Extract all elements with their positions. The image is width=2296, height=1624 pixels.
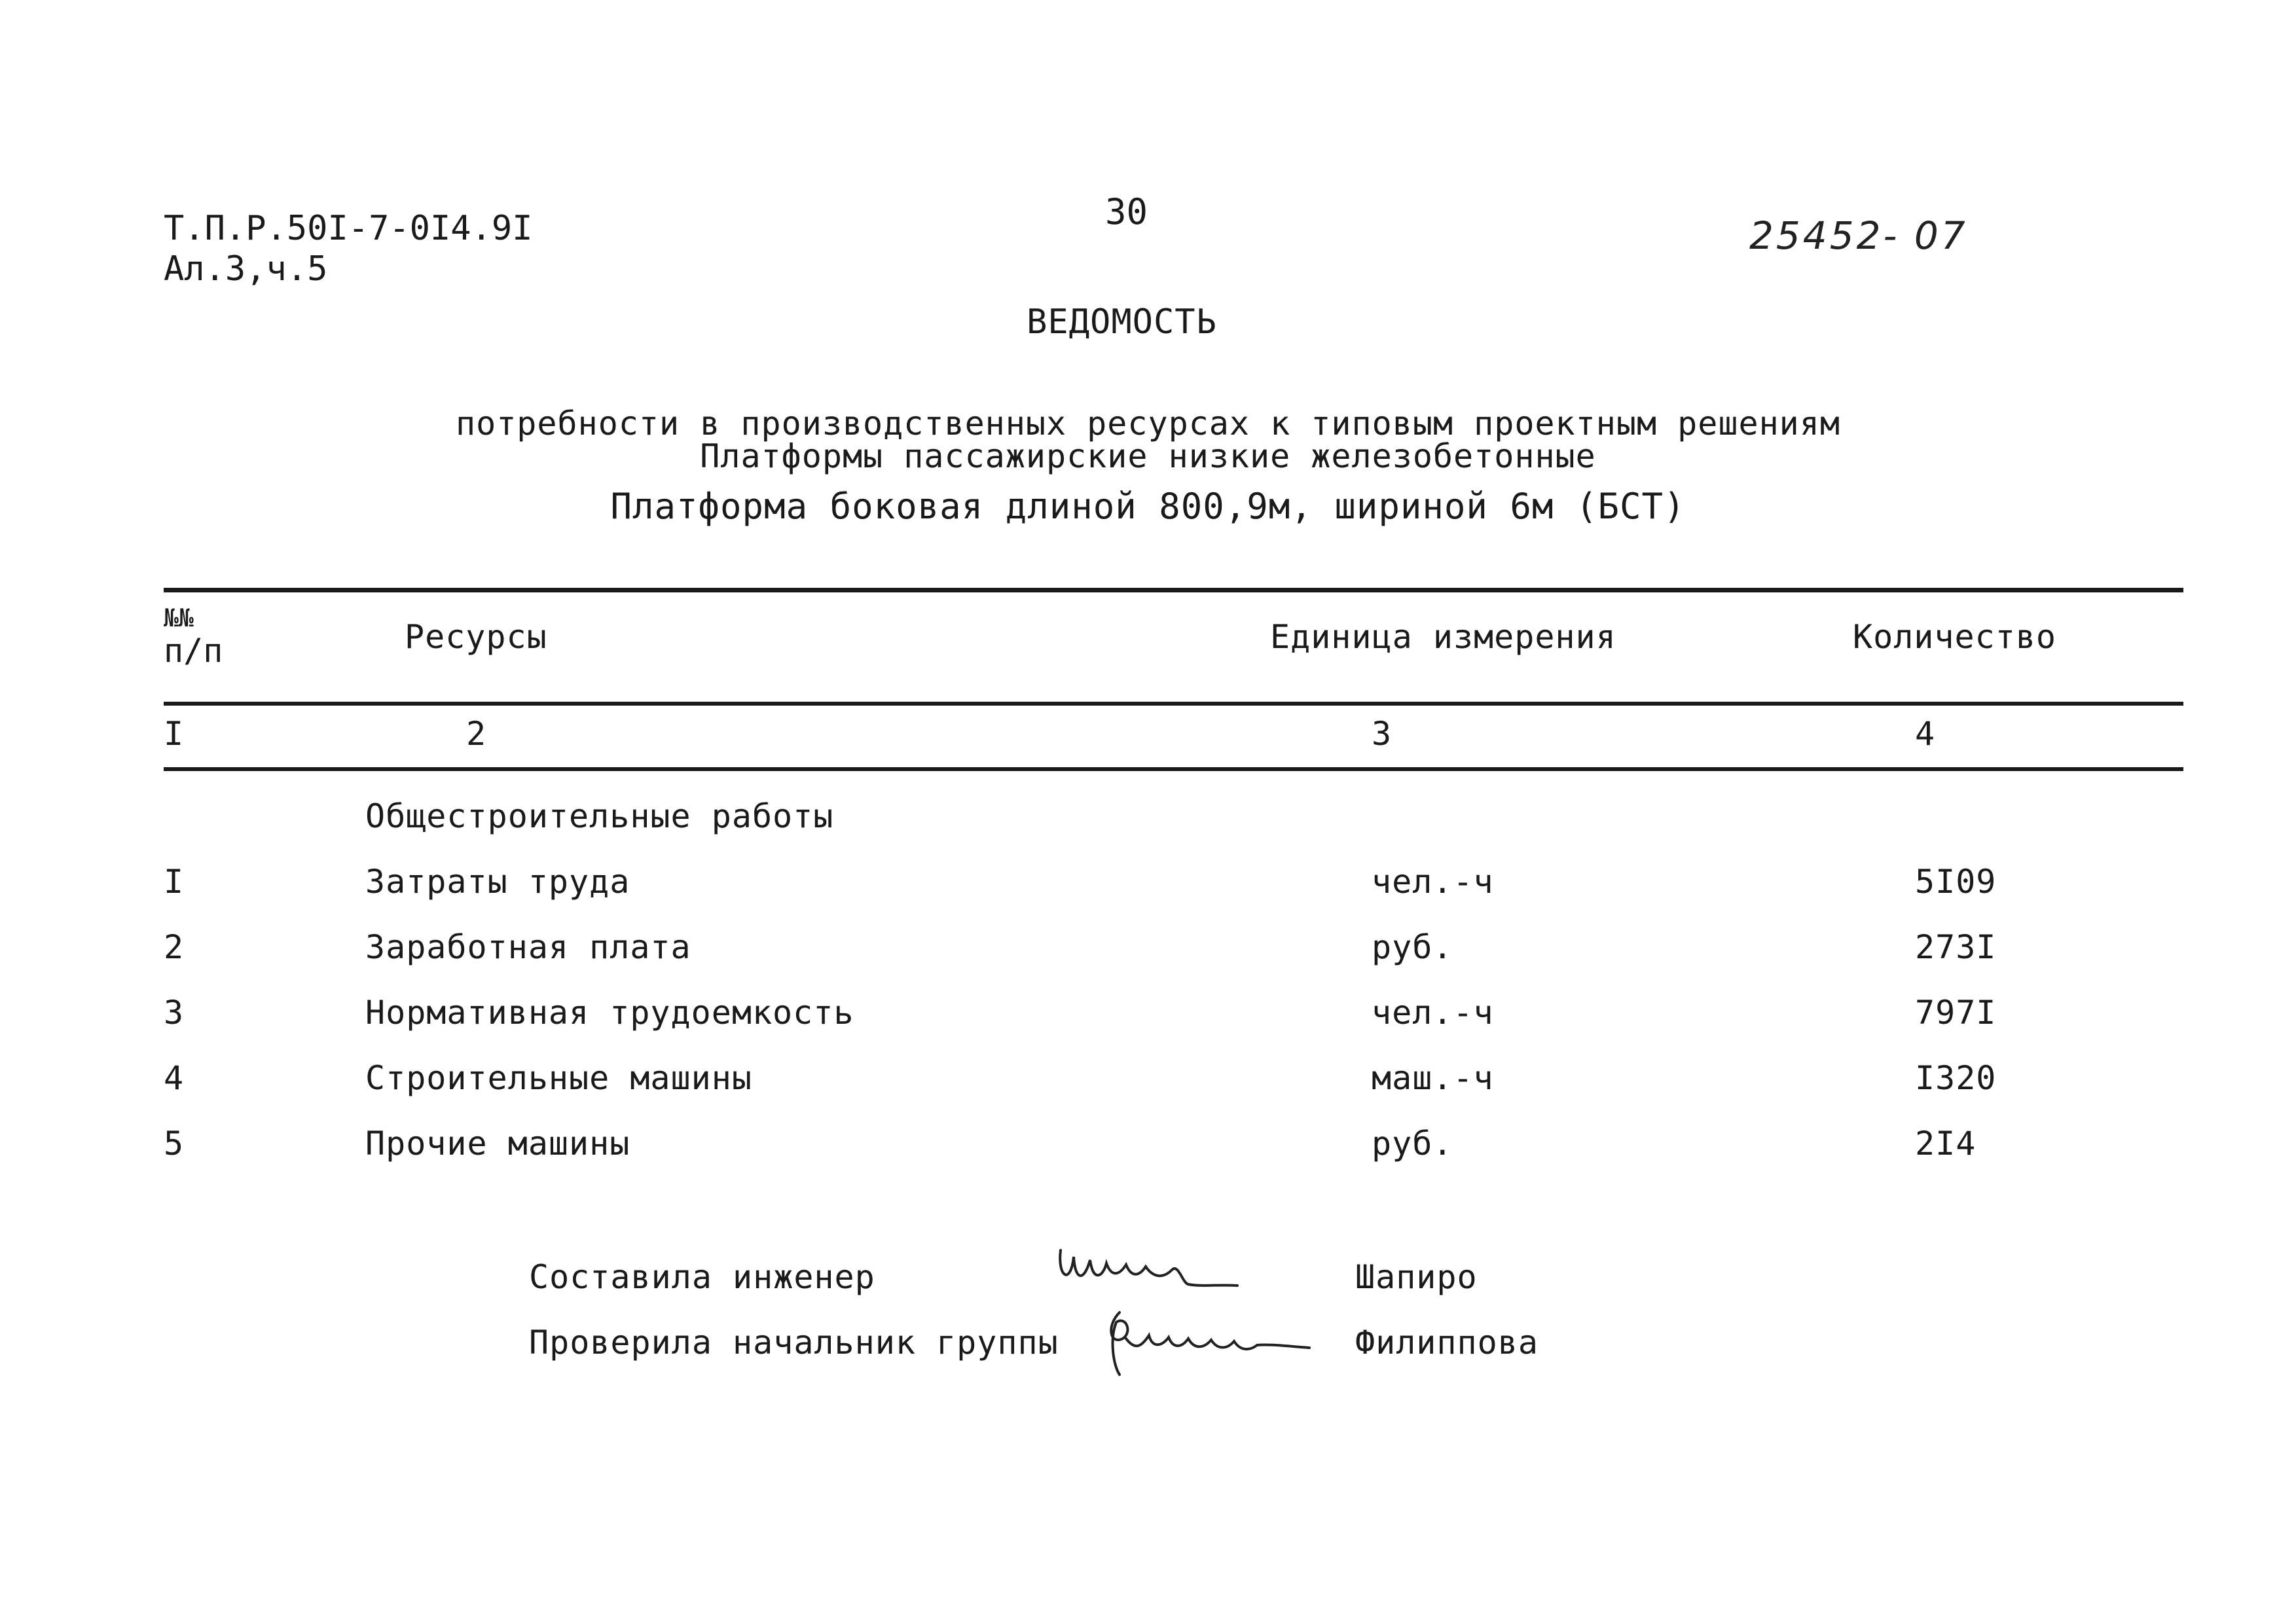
row-number: I xyxy=(164,863,185,901)
subtitle-line1: потребности в производственных ресурсах к типовым проектным решениям xyxy=(456,405,1840,442)
row-quantity: 797I xyxy=(1915,994,1997,1032)
row-quantity: 2I4 xyxy=(1915,1125,1977,1163)
row-resource: Нормативная трудоемкость xyxy=(365,994,854,1032)
row-resource: Затраты труда xyxy=(365,863,630,901)
document-code-line2: Ал.3,ч.5 xyxy=(164,249,328,289)
row-unit: руб. xyxy=(1372,1125,1453,1163)
signature-role-checked: Проверила начальник группы xyxy=(529,1324,1059,1362)
row-resource: Прочие машины xyxy=(365,1125,630,1163)
table-numbers-rule xyxy=(164,767,2183,771)
column-number-2: 2 xyxy=(466,715,487,753)
column-header-num xyxy=(164,604,223,669)
column-header-num-line1: №№ xyxy=(164,604,194,632)
row-quantity: I320 xyxy=(1915,1059,1997,1097)
row-unit: маш.-ч xyxy=(1372,1059,1494,1097)
subtitle-line3: Платформа боковая длиной 800,9м, шириной 6м (БСТ) xyxy=(610,486,1686,527)
row-number: 4 xyxy=(164,1059,185,1097)
table-header-rule xyxy=(164,702,2183,706)
column-header-quantity: Количество xyxy=(1853,618,2057,656)
row-resource: Заработная плата xyxy=(365,928,691,966)
column-header-resources: Ресурсы xyxy=(405,618,547,656)
row-quantity: 273I xyxy=(1915,928,1997,966)
table-top-rule xyxy=(164,588,2183,592)
row-unit: руб. xyxy=(1372,928,1453,966)
row-resource: Строительные машины xyxy=(365,1059,752,1097)
row-quantity: 5I09 xyxy=(1915,863,1997,901)
signature-role-compiled: Составила инженер xyxy=(529,1258,875,1296)
subtitle-line2: Платформы пассажирские низкие железобетонные xyxy=(700,437,1596,475)
row-number: 5 xyxy=(164,1125,185,1163)
document-title: ВЕДОМОСТЬ xyxy=(1027,302,1217,342)
column-number-3: 3 xyxy=(1372,715,1393,753)
column-number-1: I xyxy=(164,715,185,753)
section-heading: Общестроительные работы xyxy=(365,797,834,835)
signature-name-checked: Филиппова xyxy=(1355,1324,1539,1362)
document-code-line1: Т.П.Р.50I-7-0I4.9I xyxy=(164,209,533,248)
row-number: 3 xyxy=(164,994,185,1032)
row-unit: чел.-ч xyxy=(1372,994,1494,1032)
column-header-unit: Единица измерения xyxy=(1270,618,1616,656)
row-unit: чел.-ч xyxy=(1372,863,1494,901)
page-number: 30 xyxy=(1105,191,1148,232)
row-number: 2 xyxy=(164,928,185,966)
column-header-num-line2: п/п xyxy=(164,632,223,670)
signature-name-compiled: Шапиро xyxy=(1355,1258,1478,1296)
handwritten-signature-2 xyxy=(1100,1299,1322,1384)
document-code xyxy=(164,208,533,289)
column-number-4: 4 xyxy=(1915,715,1936,753)
document-number: 25452- 07 xyxy=(1749,213,1968,258)
handwritten-signature-1 xyxy=(1054,1231,1270,1303)
